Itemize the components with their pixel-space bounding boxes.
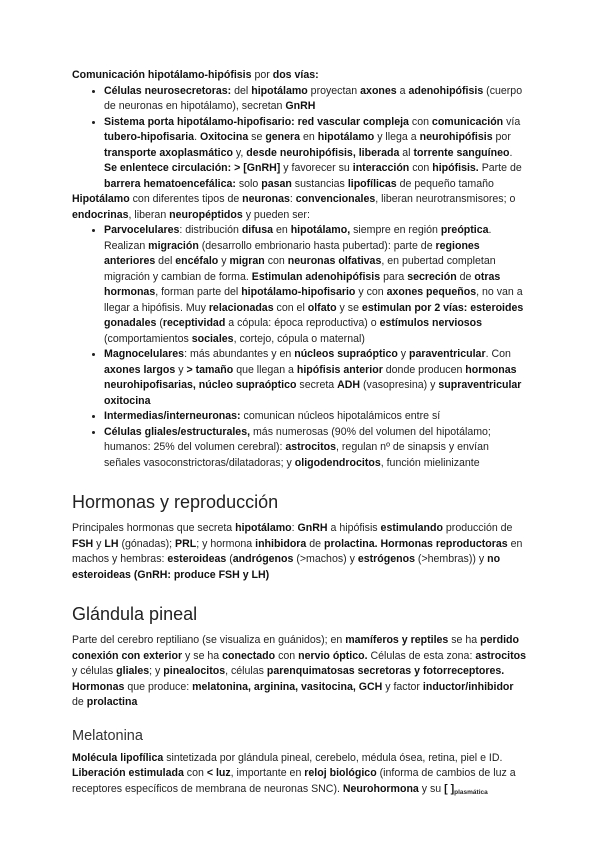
text-run: y con (355, 286, 387, 298)
bold-term: encéfalo (175, 255, 219, 267)
bold-term: inhibidora (255, 537, 307, 550)
bold-term: Sistema porta hipotálamo-hipofisario: red vascular compleja (104, 115, 409, 128)
bold-term: interacción (352, 162, 410, 174)
bold-term: hipotálamo (251, 84, 308, 97)
text-run: del (231, 84, 252, 97)
bold-term: difusa (241, 224, 274, 236)
text-run: en (273, 224, 291, 236)
list-item (104, 425, 528, 472)
bold-term: hipotálamo (235, 522, 292, 534)
bold-term: olfato (307, 301, 337, 314)
text-run: , liberan neurotransmisores; o (375, 193, 516, 205)
list-item (104, 84, 528, 115)
text-run: en machos y hembras: (72, 537, 523, 565)
list-item (104, 347, 528, 409)
list-item (104, 409, 528, 425)
bold-term: relacionadas (208, 301, 274, 314)
bold-term: genera (265, 131, 301, 143)
text-run: comunican núcleos hipotalámicos entre sí (240, 410, 441, 422)
bold-term: tubero-hipofisaria (104, 131, 195, 143)
bold-term: Liberación estimulada (72, 767, 184, 779)
text-run: y (175, 363, 187, 376)
text-run: siempre en región (350, 224, 441, 236)
hormonas-paragraph (72, 521, 528, 583)
bold-term: astrocitos (285, 441, 337, 453)
bold-term: ADH (337, 379, 361, 391)
bold-term: Se enlentece circulación: > [GnRH] (104, 162, 281, 174)
text-run: con (183, 767, 207, 779)
bold-term: endocrinas (72, 208, 129, 221)
melatonina-paragraph (72, 751, 528, 801)
bold-term: migración (148, 239, 199, 252)
vias-list (72, 84, 528, 193)
bold-term: Magnocelulares (104, 348, 185, 360)
bold-term: Células gliales/estructurales, (104, 425, 251, 438)
text-run: , importante en (230, 767, 305, 779)
bold-term: PRL (175, 537, 197, 550)
text-run: y (93, 537, 105, 550)
bold-term: reloj biológico (304, 767, 377, 779)
bold-term: hipotálamo (317, 131, 375, 143)
text-run: , en pubertad completan migración y cambian de forma. (104, 255, 496, 283)
bold-term: axones pequeños (386, 286, 477, 298)
bold-term: estimulando (380, 522, 443, 534)
text-run: y (218, 255, 230, 267)
text-run: vía (503, 115, 521, 128)
bold-term: receptividad (162, 317, 226, 329)
text-run: para (380, 270, 408, 283)
text-run: secreta (296, 379, 338, 391)
text-run: se (248, 131, 266, 143)
bold-term: torrente sanguíneo (413, 146, 510, 159)
text-run: con (264, 255, 288, 267)
bold-term: transporte axoplasmático (104, 146, 233, 159)
text-run: ( (156, 317, 163, 329)
section-heading-pineal: Glándula pineal (72, 604, 198, 624)
section-heading-hormonas: Hormonas y reproducción (72, 492, 279, 512)
text-run: solo (235, 177, 262, 190)
text-run: de (72, 696, 87, 708)
text-run: de pequeño tamaño (396, 177, 494, 190)
bold-term: estrógenos (357, 553, 415, 565)
bold-term: paraventricular (409, 348, 486, 360)
text-run: y células (72, 665, 117, 677)
bold-term: melatonina, arginina, vasitocina, GCH (192, 680, 383, 693)
bold-term: desde neurohipófisis, liberada (246, 146, 400, 159)
text-run: y factor (382, 680, 423, 693)
hipotalamo-paragraph (72, 192, 528, 223)
bold-term: hipófisis. (432, 162, 479, 174)
text-run: a (396, 84, 409, 97)
text-run: . (194, 131, 200, 143)
text-run: donde producen (382, 363, 466, 376)
intro-bold: Comunicación hipotálamo-hipófisis (72, 69, 252, 81)
text-run: y se ha (182, 649, 223, 662)
text-run: y llega a (374, 131, 420, 143)
bold-term: Molécula lipofílica (72, 751, 164, 764)
text-run: proyectan (307, 84, 361, 97)
bold-term: adenohipófisis (408, 84, 484, 97)
bold-term: migran (229, 255, 265, 267)
bold-term: estimulan por 2 vías: esteroides gonadales (104, 301, 524, 329)
bold-term: andrógenos (232, 553, 294, 565)
text-run: con diferentes tipos de (129, 193, 243, 205)
text-run: , regulan nº de sinapsis y envían señales vasoconstrictoras/dilatadoras; y (104, 441, 489, 469)
text-run: ; y (149, 665, 164, 677)
bold-term: axones (360, 84, 397, 97)
text-run: y, (232, 146, 247, 159)
neuron-types-list (72, 223, 528, 471)
subscript: plasmática (454, 788, 488, 796)
list-item (104, 115, 528, 193)
text-run: Parte de (478, 162, 522, 174)
bold-term: esteroideas (167, 553, 227, 565)
text-run: : (289, 193, 296, 205)
text-run: a hipófisis (327, 522, 381, 534)
text-run: : distribución (179, 224, 242, 236)
bold-term: gliales (116, 665, 150, 677)
subsection-heading-melatonina: Melatonina (72, 727, 143, 744)
text-run: con el (273, 301, 308, 314)
bold-term: Oxitocina (199, 131, 249, 143)
intro-bold-2: dos vías: (272, 69, 319, 81)
text-run: , función mielinizante (380, 456, 480, 469)
text-run: con (408, 115, 432, 128)
list-item (104, 223, 528, 347)
bold-term: GnRH (285, 100, 316, 112)
text-run: al (399, 146, 414, 159)
text-run: (desarrollo embrionario hasta pubertad): parte de (198, 239, 436, 252)
text-run: (vasopresina) y (360, 379, 439, 391)
bold-term: núcleos supraóptico (294, 348, 398, 360)
text-run: , forman parte del (155, 286, 242, 298)
bold-term: perdido conexión con exterior (72, 634, 519, 662)
text-run: se ha (448, 634, 481, 646)
intro-text: por (251, 69, 273, 81)
intro-paragraph (72, 68, 528, 84)
text-run: : (291, 522, 298, 534)
pineal-paragraph (72, 633, 528, 711)
bold-term: preóptica (440, 224, 489, 236)
text-run: Parte del cerebro reptiliano (se visualiza en guánidos); en (72, 634, 346, 646)
text-run: con (275, 649, 299, 662)
text-run: del (155, 255, 176, 267)
bold-term: axones largos (104, 363, 176, 376)
bold-term: hipófisis anterior (296, 363, 383, 376)
bold-term: neuropéptidos (169, 208, 243, 221)
bold-term: > tamaño (186, 363, 234, 376)
bold-term: GnRH (297, 522, 328, 534)
text-run: y se (336, 301, 362, 314)
bold-term: pasan (261, 177, 292, 190)
text-run: con (409, 162, 433, 174)
text-run: de (306, 537, 324, 550)
bold-term: prolactina (86, 696, 138, 708)
bold-term: comunicación (431, 115, 504, 128)
text-run: en (300, 131, 318, 143)
text-run: que produce: (124, 680, 193, 693)
text-run: : más abundantes y en (184, 348, 295, 360)
document-page (72, 68, 528, 800)
text-run: . (509, 146, 513, 159)
bold-term: FSH (72, 537, 94, 550)
text-run: y su (418, 782, 445, 795)
text-run: a cópula: época reproductiva) o (225, 317, 380, 329)
text-run: y favorecer su (280, 162, 353, 174)
bold-term: pinealocitos (163, 665, 226, 677)
bold-term: prolactina. Hormonas reproductoras (324, 537, 508, 550)
bold-term: Parvocelulares (104, 224, 180, 236)
text-run: producción de (442, 522, 513, 534)
bold-term: neurohipófisis (419, 131, 493, 143)
bold-term: neuronas olfativas (287, 255, 382, 267)
text-run: sustancias (291, 177, 348, 190)
bold-term: lipofílicas (347, 177, 397, 190)
bold-term: inductor/inhibidor (422, 680, 514, 693)
bold-term: convencionales (295, 193, 376, 205)
text-run: , liberan (128, 208, 170, 221)
text-run: que llegan a (233, 363, 297, 376)
bold-term: hormonas neurohipofisarias, núcleo supraóptico (104, 363, 517, 391)
bold-term: conectado (222, 649, 276, 662)
text-run: Principales hormonas que secreta (72, 522, 236, 534)
bold-term: Hipotálamo (72, 193, 130, 205)
text-run: por (492, 131, 511, 143)
bold-term: nervio óptico. (298, 649, 368, 662)
text-run: más numerosas (90% del volumen del hipotálamo; humanos: 25% del volumen cerebral): (104, 425, 491, 453)
text-run: (gónadas); (118, 537, 176, 550)
text-run: , células (225, 665, 267, 677)
bold-term: [ ] (444, 782, 455, 795)
text-run: de (456, 270, 475, 283)
text-run: , cortejo, cópula o maternal) (233, 332, 365, 345)
text-run: Células de esta zona: (367, 649, 476, 662)
text-run: , no van a llegar a hipófisis. Muy (104, 286, 523, 314)
text-run: (>machos) y (293, 553, 358, 565)
bold-term: hipotálamo, (290, 224, 351, 236)
bold-term: parenquimatosas secretoras y fotorreceptores. Hormonas (72, 665, 505, 693)
bold-term: astrocitos (475, 649, 526, 662)
bold-term: oligodendrocitos (294, 456, 381, 469)
bold-term: neuronas (242, 193, 290, 205)
bold-term: barrera hematoencefálica: (104, 177, 236, 190)
bold-term: otras hormonas (104, 270, 501, 298)
text-run: . Con (485, 348, 511, 360)
bold-term: estímulos nerviosos (379, 317, 483, 329)
text-run: y pueden ser: (242, 208, 310, 221)
text-run: y (397, 348, 410, 360)
bold-term: Intermedias/interneuronas: (104, 410, 241, 422)
bold-term: LH (104, 537, 119, 550)
text-run: (informa de cambios de luz a receptores específicos de membrana de neuronas SNC). (72, 767, 516, 795)
bold-term: secreción (407, 270, 457, 283)
text-run: (comportamientos (104, 332, 192, 345)
text-run: ( (226, 553, 233, 565)
bold-term: hipotálamo-hipofisario (241, 286, 356, 298)
text-run: (>hembras)) y (414, 553, 488, 565)
bold-term: < luz (206, 767, 231, 779)
bold-term: no esteroideas (GnRH: produce FSH y LH) (72, 553, 501, 581)
text-run: ; y hormona (196, 537, 256, 550)
bold-term: Neurohormona (342, 782, 419, 795)
bold-term: supraventricular oxitocina (104, 379, 522, 407)
bold-term: sociales (191, 332, 234, 345)
bold-term: Estimulan adenohipófisis (251, 270, 381, 283)
text-run: . Realizan (104, 224, 492, 252)
bold-term: regiones anteriores (104, 239, 480, 267)
text-run: sintetizada por glándula pineal, cerebelo, médula ósea, retina, piel e ID. (163, 751, 503, 764)
bold-term: mamíferos y reptiles (345, 634, 449, 646)
text-run: (cuerpo de neuronas en hipotálamo), secretan (104, 84, 523, 112)
bold-term: Células neurosecretoras: (104, 84, 232, 97)
